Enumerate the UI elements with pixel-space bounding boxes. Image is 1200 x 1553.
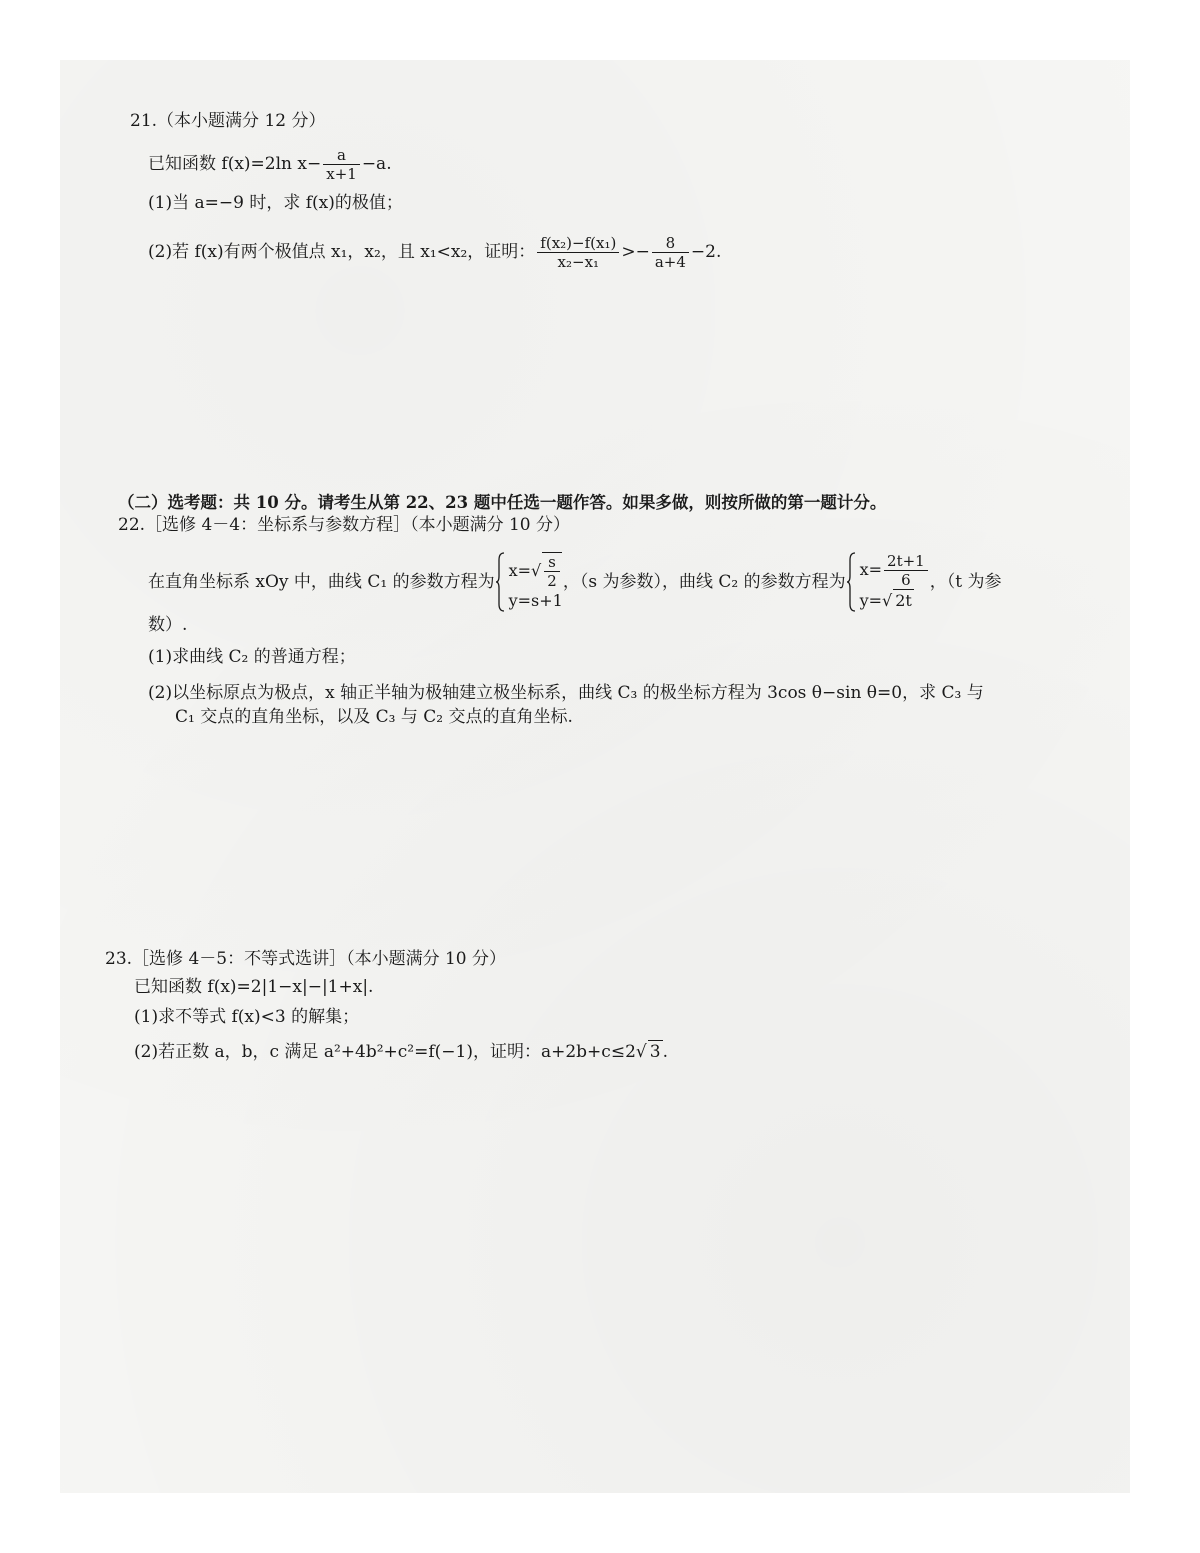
q21-header: 21.（本小题满分 12 分） [130,111,326,131]
c1-row-y: y=s+1 [508,591,563,610]
q21-part2-frac2-den: a+4 [654,253,686,271]
c2-equation-system [846,552,930,612]
q22-part2-line2: C₁ 交点的直角坐标，以及 C₃ 与 C₂ 交点的直角坐标. [175,707,573,727]
left-brace-icon [846,552,856,612]
q21-part2-frac1-den: x₂−x₁ [557,253,600,271]
q22-stem-b: ，（s 为参数），曲线 C₂ 的参数方程为 [562,572,846,592]
q21-part2-fraction-2 [652,234,689,271]
q23-stem: 已知函数 f(x)=2|1−x|−|1+x|. [134,977,374,997]
q21-part2 [148,234,721,271]
scan-margin-left [0,0,60,1553]
q23-part1: (1)求不等式 f(x)<3 的解集； [134,1007,360,1027]
c2-row1-den: 6 [901,571,911,589]
c1-row-x: x=√ $\frac{s}{2}$ [509,552,563,590]
c1-row1-num: s [544,553,560,572]
q23-header: 23.［选修 4－5：不等式选讲］（本小题满分 10 分） [105,949,507,969]
q21-stem-fraction [323,146,360,183]
c1-row1-den: 2 [547,572,557,590]
q21-stem-suffix: −a. [361,154,392,174]
c2-row1-num: 2t+1 [884,552,928,571]
c2-row-y: y=√ 2t [859,591,912,610]
q21-part2-frac1-num: f(x₂)−f(x₁) [537,234,619,253]
q23-part2-sqrt: 3 [649,1042,661,1062]
q22-stem [148,546,1001,618]
c1-row1-fraction [544,553,560,590]
q21-part2-fraction-1 [537,234,619,271]
q22-part1: (1)求曲线 C₂ 的普通方程； [148,647,356,667]
c2-row2-prefix: y= [859,591,883,610]
q22-stem-a: 在直角坐标系 xOy 中，曲线 C₁ 的参数方程为 [148,572,495,592]
q21-stem-func: f(x)=2ln x− [221,154,322,174]
c1-row1-sqrt [542,552,562,590]
q21-stem [148,146,392,183]
c2-row2-sqrt: 2t [895,591,912,610]
q21-part2-suffix: −2. [690,242,722,262]
c2-row1-prefix: x= [859,560,883,579]
c1-row1-prefix: x= [508,561,532,580]
q23-part2: (2)若正数 a，b，c 满足 a²+4b²+c²=f(−1)，证明：a+2b+c≤2√ 3 . [134,1042,668,1062]
q23-part2-prefix: (2)若正数 a，b，c 满足 a²+4b²+c²=f(−1)，证明：a+2b+c≤2 [134,1042,636,1062]
scan-margin-right [1130,0,1200,1553]
q21-part2-mid: >− [621,242,650,262]
q22-part2-line1: (2)以坐标原点为极点，x 轴正半轴为极轴建立极坐标系，曲线 C₃ 的极坐标方程为 3cos θ−sin θ=0，求 C₃ 与 [148,683,984,703]
c1-equation-system [495,552,563,612]
left-brace-icon [495,552,505,612]
c2-row1-fraction [884,552,928,589]
q22-stem-c: ，（t 为参 [929,572,1002,592]
q21-part1: (1)当 a=−9 时，求 f(x)的极值； [148,193,403,213]
q21-part2-frac2-num: 8 [652,234,689,253]
q21-stem-prefix: 已知函数 [148,154,222,174]
q21-part2-prefix: (2)若 f(x)有两个极值点 x₁，x₂，且 x₁<x₂，证明： [148,242,536,262]
q22-header: 22.［选修 4－4：坐标系与参数方程］（本小题满分 10 分） [118,515,571,535]
q23-part2-suffix: . [662,1042,668,1062]
q21-stem-frac-num: a [323,146,360,165]
q22-stem-d: 数）. [148,615,188,635]
section2-header: （二）选考题：共 10 分。请考生从第 22、23 题中任选一题作答。如果多做，则按所做的第一题计分。 [118,493,887,512]
scan-margin-top [0,0,1200,60]
scan-margin-bottom [0,1493,1200,1553]
q21-stem-frac-den: x+1 [326,165,357,183]
c2-row-x [860,552,930,589]
